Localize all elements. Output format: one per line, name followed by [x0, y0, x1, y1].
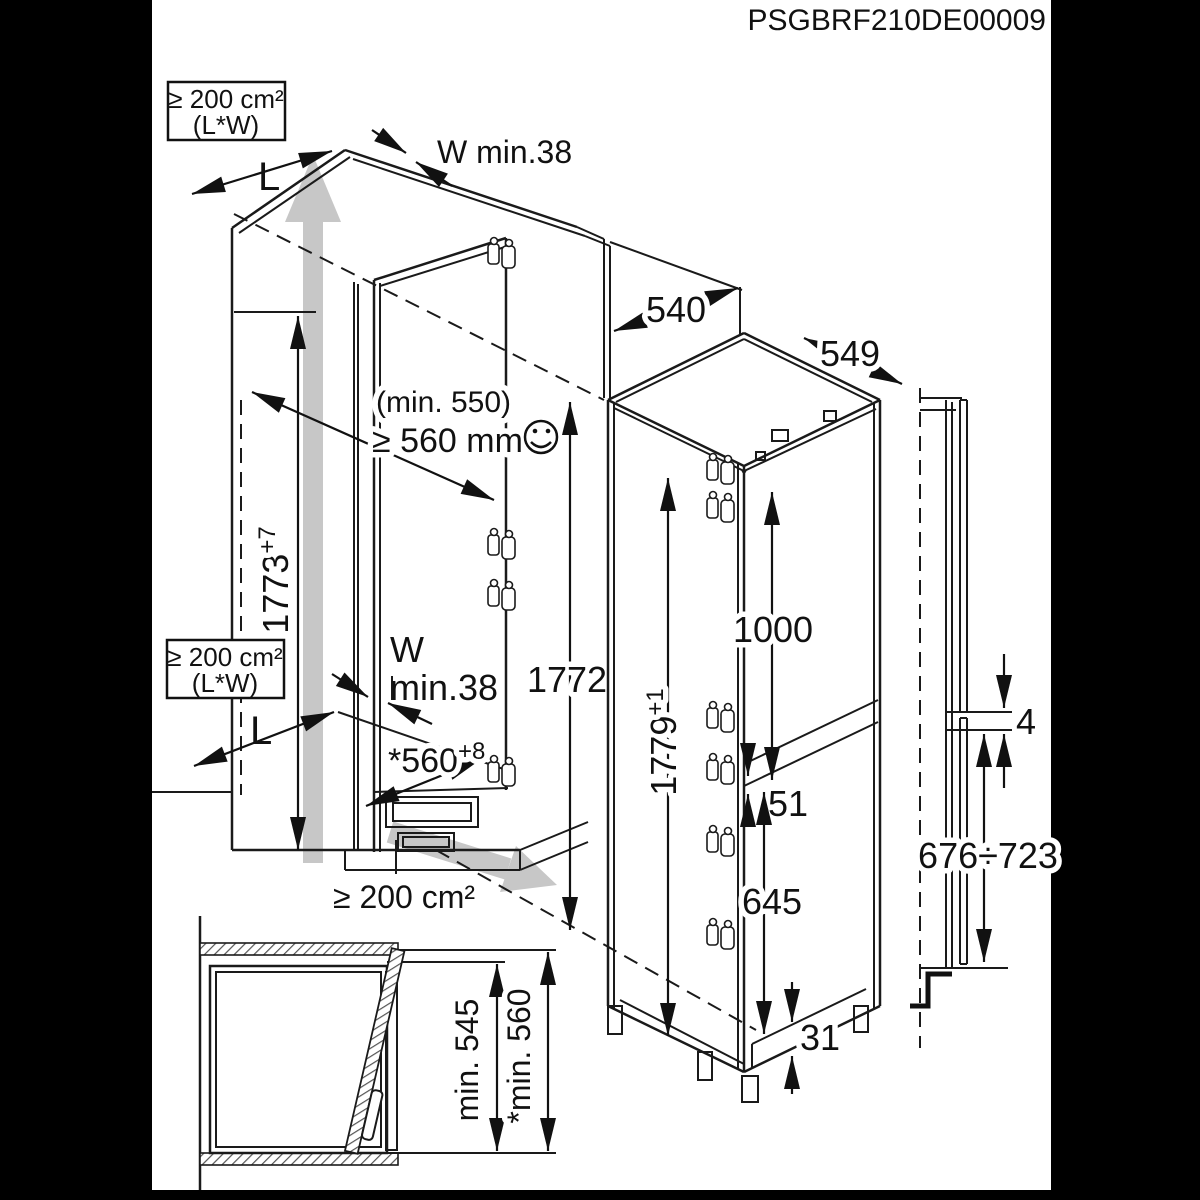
depth-no-door-label: min. 545: [449, 998, 485, 1122]
vent-area-top-line1: ≥ 200 cm²: [168, 84, 284, 114]
appliance-depth-label: 549: [819, 333, 881, 374]
upper-door-height-label: 1000: [732, 609, 814, 650]
length-mid-label: L: [250, 709, 273, 753]
niche-depth-label: ≥ 560 mm: [372, 422, 523, 460]
top-plan-view: [200, 916, 556, 1190]
dim-plinth-recess: [792, 982, 840, 1094]
dim-cabinet-top-depth: [614, 288, 738, 331]
dim-width-top: [372, 130, 572, 186]
width-mid-line1: W: [390, 629, 424, 670]
dim-depth-with-door: [501, 952, 548, 1151]
dim-mid-gap: [748, 744, 808, 824]
dim-depth-no-door: [449, 964, 497, 1151]
dim-vent-area-top: [168, 82, 285, 140]
dim-appliance-height: [642, 478, 684, 1036]
mid-gap-label: 51: [768, 783, 809, 824]
depth-with-door-label: *min. 560: [501, 988, 537, 1124]
vent-area-mid-line1: ≥ 200 cm²: [167, 642, 283, 672]
smiley-icon: [525, 421, 557, 453]
lower-door-height-label: 645: [741, 881, 803, 922]
width-top-label: W min.38: [437, 134, 573, 170]
appliance-hinges: [707, 454, 734, 950]
niche-width-label: $*560^{+8}$: [388, 738, 486, 780]
cabinet-top-depth-label: 540: [645, 289, 707, 330]
dim-door-gap-side: [1004, 654, 1036, 788]
cabinet-door-height-label: 1772: [526, 659, 608, 700]
width-mid-line2: min.38: [390, 667, 499, 708]
dim-niche-width: [366, 738, 485, 806]
plinth-recess-label: 31: [800, 1017, 841, 1058]
lower-panel-range-label: 676÷723: [918, 835, 1058, 876]
side-section-lines: [910, 388, 1012, 1048]
appliance-height-label: $1779^{+1}$: [642, 688, 684, 796]
drawing-code: PSGBRF210DE00009: [747, 4, 1046, 37]
vent-area-mid-line2: (L*W): [191, 668, 259, 698]
vent-area-top-line2: (L*W): [192, 110, 260, 140]
niche-depth-note: (min. 550): [376, 386, 512, 419]
niche-height-label: $1773^{+7}$: [254, 526, 296, 634]
vent-area-bottom-label: ≥ 200 cm²: [333, 879, 476, 915]
length-top-label: L: [258, 155, 281, 199]
side-section-view: [910, 388, 1058, 1048]
niche-isometric-view: [152, 82, 756, 1030]
airflow-up-shaft: [303, 218, 323, 863]
appliance-isometric-view: [608, 288, 902, 1102]
dim-lower-panel-range: [918, 734, 1058, 962]
dim-vent-area-mid: [167, 640, 284, 698]
airflow-up-arrowhead: [285, 155, 341, 222]
door-gap-side-label: 4: [1016, 701, 1037, 742]
dim-width-mid: [332, 629, 498, 724]
